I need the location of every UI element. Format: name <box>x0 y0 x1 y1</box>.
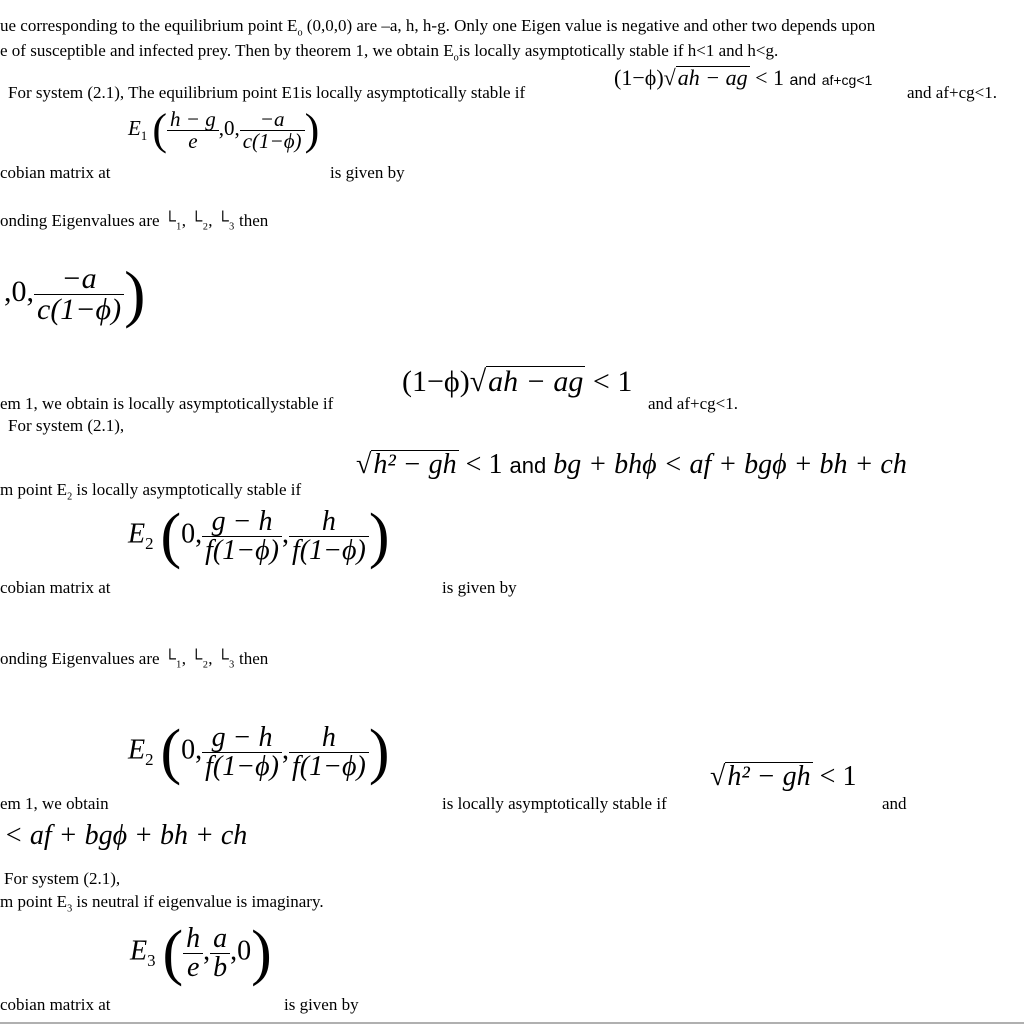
numerator: −a <box>259 106 285 131</box>
formula-part: ,0 <box>230 935 252 967</box>
text: is locally asymptotically stable if h<1 and h<g. <box>458 41 779 60</box>
formula-part: < 1 <box>819 761 857 792</box>
subscript: 3 <box>67 903 73 915</box>
text: is neutral if eigenvalue is imaginary. <box>72 892 324 911</box>
subscript: o <box>453 52 459 64</box>
denominator: f(1−ϕ) <box>202 752 282 781</box>
formula-part: (1−ϕ) <box>614 65 664 90</box>
formula-part: , <box>281 518 289 550</box>
denominator: f(1−ϕ) <box>289 752 369 781</box>
text: e of susceptible and infected prey. Then by theorem 1, we obtain E <box>0 41 454 60</box>
formula-radicand: h² − gh <box>373 449 457 480</box>
formula-e2-point: $E_2$ (0, $\frac{g - h}{f(1-\phi)}$ , $\frac{h}{f(1-\phi)}$ ) <box>128 502 390 570</box>
text: then <box>238 211 269 230</box>
text-line-3: For system (2.1), The equilibrium point E1is locally asymptotically stable if <box>8 83 526 102</box>
denominator: c(1−ϕ) <box>240 130 305 152</box>
formula-radicand: ah − ag <box>488 365 584 398</box>
formula-part: bg + bhϕ < af + bgϕ + bh + ch <box>553 449 907 480</box>
numerator: h <box>321 505 336 537</box>
formula-part: , <box>203 935 211 967</box>
formula-part: , <box>281 734 289 766</box>
text: m point E <box>0 480 68 499</box>
subscript: 1 <box>140 129 148 143</box>
formula-e2-condition-tail: < af + bgϕ + bh + ch <box>4 820 248 851</box>
subscript: o <box>297 27 303 39</box>
denominator: f(1−ϕ) <box>289 536 369 565</box>
formula-part: < 1 <box>755 65 784 90</box>
formula-part: E <box>128 518 146 550</box>
eigenvalue-list: └₁, └₂, └₃ <box>163 649 235 668</box>
formula-part: 0, <box>181 518 203 550</box>
formula-part: ,0, <box>218 115 240 140</box>
formula-radicand: ah − ag <box>677 65 748 90</box>
text-line-11-end: and <box>882 794 907 813</box>
formula-part: 0, <box>181 734 203 766</box>
text-line-9: cobian matrix at <box>0 578 111 597</box>
formula-e1-fragment: ,0, $\frac{-a}{c(1-\phi)}$ ) <box>4 258 146 329</box>
formula-part: E <box>128 734 146 766</box>
text-line-11-mid: is locally asymptotically stable if <box>442 794 667 813</box>
formula-part: E <box>128 115 141 140</box>
eigenvalue-list: └₁, └₂, └₃ <box>163 211 235 230</box>
text-line-14-end: is given by <box>284 995 359 1014</box>
numerator: a <box>213 922 228 954</box>
text-line-4: cobian matrix at <box>0 163 111 182</box>
formula-e2-point-2: $E_2$ (0, $\frac{g - h}{f(1-\phi)}$ , $\frac{h}{f(1-\phi)}$ ) <box>128 718 390 786</box>
formula-part: < 1 <box>592 365 633 398</box>
text-line-8 <box>0 481 301 503</box>
formula-e1-condition-2: (1−ϕ)√ah − ag < 1 <box>402 365 633 398</box>
denominator: f(1−ϕ) <box>202 536 282 565</box>
text-line-6-end: and af+cg<1. <box>648 394 738 413</box>
text-line-4-end: is given by <box>330 163 405 182</box>
subscript: 2 <box>145 750 154 770</box>
text-line-3-end: and af+cg<1. <box>907 83 997 102</box>
text-line-1 <box>0 17 875 39</box>
text: onding Eigenvalues are <box>0 649 160 668</box>
numerator: g − h <box>211 505 273 537</box>
formula-e2-condition: √h² − gh < 1 and bg + bhϕ < af + bgϕ + bh + ch <box>356 449 907 480</box>
text-line-14: cobian matrix at <box>0 995 111 1014</box>
denominator: e <box>167 130 219 152</box>
text-line-13 <box>0 893 324 915</box>
numerator: g − h <box>211 721 273 753</box>
formula-part: E <box>130 935 148 967</box>
text: and <box>509 453 547 478</box>
subscript: 2 <box>145 534 154 554</box>
numerator: −a <box>61 261 97 295</box>
text: is locally asymptotically stable if <box>72 480 302 499</box>
formula-radicand: h² − gh <box>727 761 811 792</box>
text-line-11: em 1, we obtain <box>0 794 109 813</box>
numerator: h <box>321 721 336 753</box>
text: onding Eigenvalues are <box>0 211 160 230</box>
text-line-9-end: is given by <box>442 578 517 597</box>
formula-e3-point: $E_3$ ( $\frac{h}{e}$ , $\frac{a}{b}$ ,0) <box>130 919 272 987</box>
denominator: b <box>210 953 230 982</box>
formula-part: (1−ϕ) <box>402 365 470 398</box>
text: af+cg<1 <box>821 72 873 88</box>
subscript: 2 <box>67 491 73 503</box>
formula-e1-condition: (1−ϕ)√ah − ag < 1 and af+cg<1 <box>614 65 873 90</box>
formula-part: ,0, <box>4 274 34 308</box>
text-line-2 <box>0 42 778 64</box>
text-line-6: em 1, we obtain is locally asymptoticallystable if <box>0 394 334 413</box>
text: and <box>789 72 817 89</box>
text: ue corresponding to the equilibrium point E <box>0 16 298 35</box>
denominator: e <box>183 953 203 982</box>
numerator: h − g <box>170 106 216 131</box>
text: m point E <box>0 892 68 911</box>
text-line-7: For system (2.1), <box>8 416 125 435</box>
formula-part: < 1 <box>465 449 503 480</box>
subscript: 3 <box>147 951 156 971</box>
numerator: h <box>186 922 201 954</box>
text-line-5 <box>0 212 268 229</box>
text: (0,0,0) are –a, h, h-g. Only one Eigen value is negative and other two depends upon <box>302 16 876 35</box>
text-line-10 <box>0 650 268 667</box>
denominator: c(1−ϕ) <box>34 294 124 325</box>
formula-e2-sqrt: √h² − gh < 1 <box>710 761 857 792</box>
formula-e1-point: $E_1$ ( $\frac{h - g}{e}$ ,0, $\frac{-a}{c(1-\phi)}$ ) <box>128 105 320 154</box>
text-line-12: For system (2.1), <box>4 869 121 888</box>
text: then <box>238 649 269 668</box>
